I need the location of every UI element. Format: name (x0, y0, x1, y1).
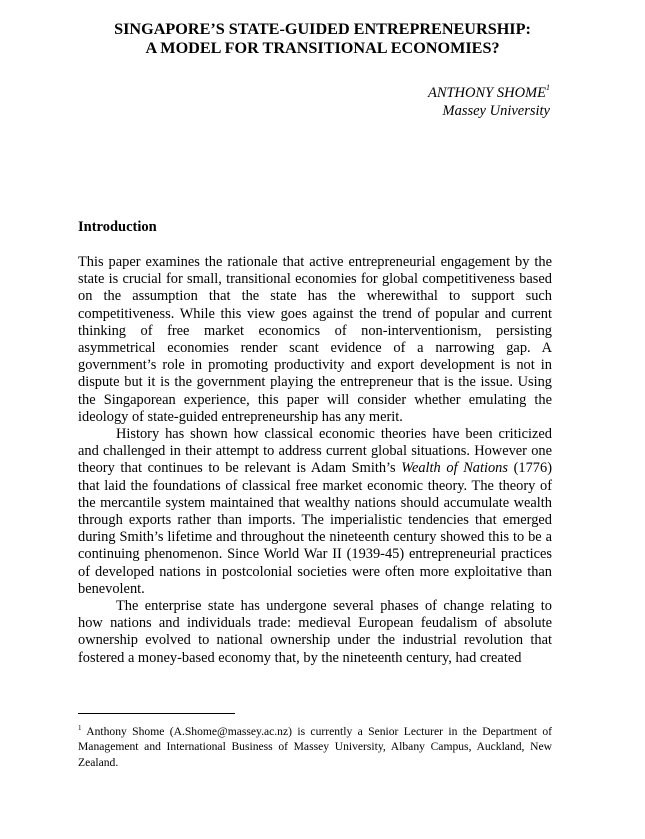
paragraph-3: The enterprise state has undergone several phases of change relating to how nations and individuals trade: medieval European feudalism of absolute ownership evolved to national ownership under the industrial revolution that fostered a money-based economy that, by the nineteenth century, had created (78, 598, 552, 666)
author-name-line (428, 79, 550, 102)
footnote (78, 721, 552, 770)
footnote-text: Anthony Shome (A.Shome@massey.ac.nz) is currently a Senior Lecturer in the Department of Management and International Business of Massey University, Albany Campus, Auckland, New Zealand. (78, 725, 552, 769)
paragraph-1: This paper examines the rationale that active entrepreneurial engagement by the state is crucial for small, transitional economies for global competitiveness based on the assumption that the state has the wherewithal to support such competitiveness. While this view goes against the trend of popular and current thinking of free market economics of non-interventionism, persisting asymmetrical economies render scant evidence of a narrowing gap. A government’s role in promoting productivity and export development is not in dispute but it is the government playing the entrepreneur that is the issue. Using the Singaporean experience, this paper will consider whether emulating the ideology of state-guided entrepreneurship has any merit. (78, 254, 552, 425)
author-footnote-marker: 1 (546, 83, 550, 92)
paragraph-2 (78, 426, 552, 598)
author-block (428, 79, 550, 120)
body-text (78, 254, 552, 667)
paragraph-2-part-2: (1776) that laid the foundations of classical free market economic theory. The theory of the mercantile system maintained that wealthy nations should accumulate wealth through exports rather than imports. The imperialistic tendencies that emerged during Smith’s lifetime and throughout the nineteenth century showed this to be a continuing phenomenon. Since World War II (1939-45) entrepreneurial practices of developed nations in postcolonial societies were often more exploitative than benevolent. (78, 460, 552, 597)
section-heading: Introduction (78, 219, 157, 235)
author-name: ANTHONY SHOME (427, 85, 546, 101)
book-title-wealth-of-nations: Wealth of Nations (401, 460, 508, 477)
title-line-1: SINGAPORE’S STATE-GUIDED ENTREPRENEURSHIP: (114, 20, 531, 38)
paper-title (60, 20, 585, 58)
title-line-2: A MODEL FOR TRANSITIONAL ECONOMIES? (145, 39, 500, 57)
footnote-divider (78, 713, 235, 714)
footnote-marker: 1 (78, 724, 82, 732)
author-affiliation: Massey University (442, 103, 550, 119)
paragraph-2-part-1: History has shown how classical economic theories have been criticized and challenged in their attempt to address current global situations. However one theory that continues to be relevant is Adam Smith’s (78, 426, 552, 477)
